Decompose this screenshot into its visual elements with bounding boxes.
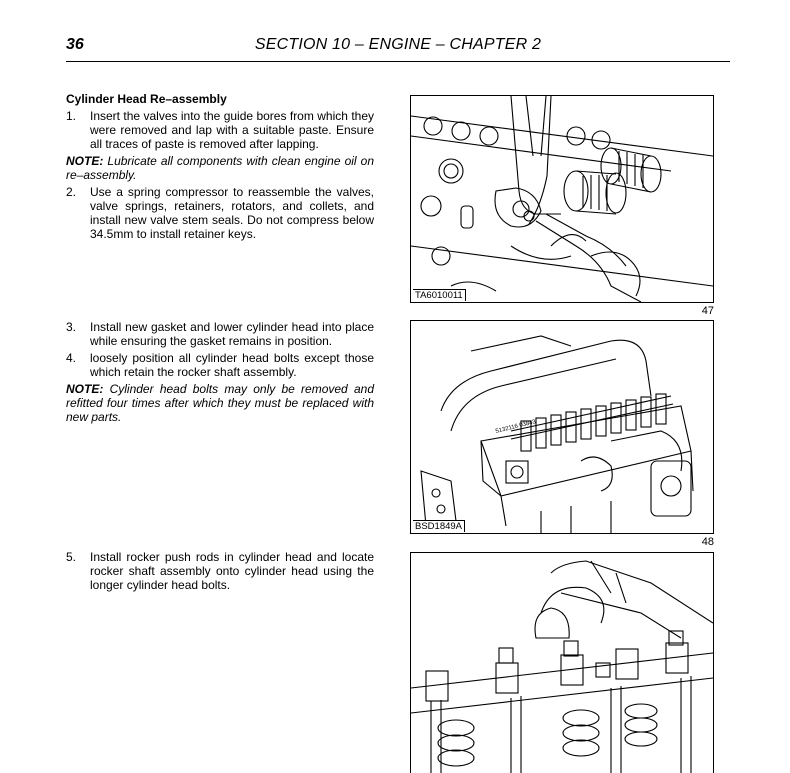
valve-compressor-illustration: [411, 96, 713, 302]
step-text: Install rocker push rods in cylinder head and locate rocker shaft assembly onto cylinder head using the longer cylinder head bolts.: [90, 550, 374, 592]
step-4: [66, 351, 374, 379]
figure-number: 48: [701, 536, 714, 548]
step-text: Insert the valves into the guide bores from which they were removed and lap with a suitable paste. Ensure all traces of paste is removed after lapping.: [90, 109, 374, 151]
note-label: NOTE:: [66, 154, 104, 168]
step-text: Install new gasket and lower cylinder head into place while ensuring the gasket remains in position.: [90, 320, 374, 348]
step-number: 2.: [66, 185, 77, 199]
step-5: [66, 550, 374, 592]
figure-valve-spring-compressor: [410, 95, 714, 303]
figure-rocker-shaft-assembly: [410, 552, 714, 773]
figure-engine-cylinder-head: [410, 320, 714, 534]
note-text: Lubricate all components with clean engine oil on re–assembly.: [66, 154, 374, 182]
page-header: [66, 36, 730, 60]
step-number: 3.: [66, 320, 77, 334]
header-divider: [66, 61, 730, 62]
note-2: [66, 382, 374, 424]
figure-code: BSD1849A: [413, 520, 465, 532]
figure-code: TA6010011: [413, 289, 466, 301]
rocker-shaft-illustration: [411, 553, 713, 773]
step-2: [66, 185, 374, 241]
step-3: [66, 320, 374, 348]
text-block-3: [66, 550, 374, 595]
stamped-part-number: 5132116 03843: [495, 419, 537, 435]
note-label: NOTE:: [66, 382, 104, 396]
note-1: [66, 154, 374, 182]
step-text: Use a spring compressor to reassemble the valves, valve springs, retainers, rotators, and collets, and install new valve stem seals. Do not compress below 34.5mm to install retainer keys.: [90, 185, 374, 241]
step-1: [66, 109, 374, 151]
engine-cylinder-head-illustration: [411, 321, 713, 533]
figure-number: 47: [701, 305, 714, 317]
note-text: Cylinder head bolts may only be removed and refitted four times after which they must be replaced with new parts.: [66, 382, 374, 424]
step-number: 1.: [66, 109, 77, 123]
step-number: 4.: [66, 351, 77, 365]
step-text: loosely position all cylinder head bolts except those which retain the rocker shaft assembly.: [90, 351, 374, 379]
page-number: 36: [66, 36, 84, 53]
section-title: SECTION 10 – ENGINE – CHAPTER 2: [254, 36, 542, 53]
section-heading: Cylinder Head Re–assembly: [66, 92, 227, 106]
step-number: 5.: [66, 550, 77, 564]
text-block-1: [66, 92, 374, 244]
text-block-2: [66, 320, 374, 427]
